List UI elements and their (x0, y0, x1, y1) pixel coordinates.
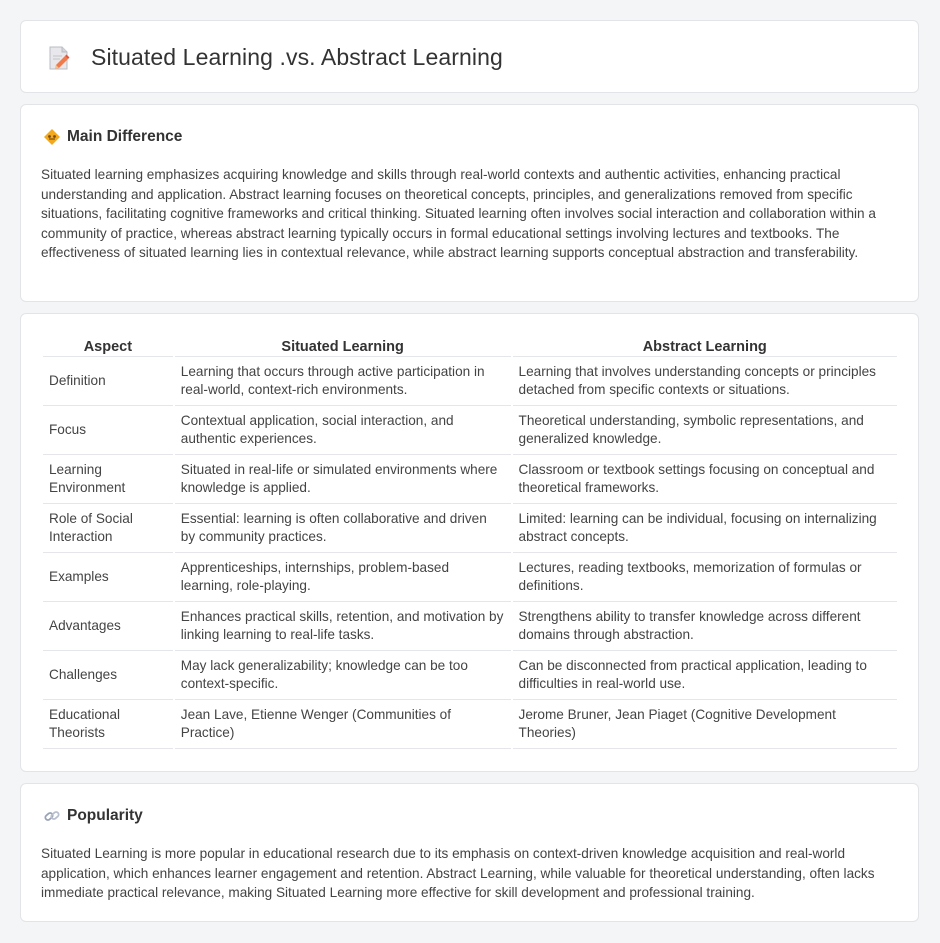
aspect-cell: Definition (43, 357, 173, 406)
diamond-sign-icon (43, 128, 61, 146)
main-difference-header (43, 128, 182, 146)
main-difference-card (20, 104, 919, 302)
situated-cell: Enhances practical skills, retention, and motivation by linking learning to real-life tasks. (175, 602, 511, 651)
situated-cell: May lack generalizability; knowledge can be too context-specific. (175, 651, 511, 700)
main-difference-text: Situated learning emphasizes acquiring knowledge and skills through real-world contexts and authentic activities, enhancing practical understanding and application. Abstract learning focuses on theoretical concepts, principles, and generalizations removed from specific situations, facilitating cognitive frameworks and critical thinking. Situated learning often involves social interaction and collaboration within a community of practice, whereas abstract learning typically occurs in formal educational settings involving lectures and textbooks. The effectiveness of situated learning lies in contextual relevance, while abstract learning supports conceptual abstraction and transferability. (41, 167, 876, 260)
situated-cell: Jean Lave, Etienne Wenger (Communities of Practice) (175, 700, 511, 749)
comparison-table (41, 335, 899, 749)
comparison-card (20, 313, 919, 772)
situated-cell: Contextual application, social interaction, and authentic experiences. (175, 406, 511, 455)
table-row (43, 700, 897, 749)
situated-cell: Essential: learning is often collaborative and driven by community practices. (175, 504, 511, 553)
abstract-cell: Limited: learning can be individual, focusing on internalizing abstract concepts. (513, 504, 897, 553)
aspect-cell: Examples (43, 553, 173, 602)
popularity-card (20, 783, 919, 922)
main-difference-heading: Main Difference (67, 128, 183, 145)
abstract-cell: Jerome Bruner, Jean Piaget (Cognitive Development Theories) (513, 700, 897, 749)
aspect-cell: Educational Theorists (43, 700, 173, 749)
table-row (43, 357, 897, 406)
table-row (43, 406, 897, 455)
header-abstract: Abstract Learning (513, 335, 897, 357)
abstract-cell: Lectures, reading textbooks, memorization of formulas or definitions. (513, 553, 897, 602)
table-row (43, 651, 897, 700)
aspect-cell: Focus (43, 406, 173, 455)
header-aspect: Aspect (43, 335, 173, 357)
aspect-cell: Role of Social Interaction (43, 504, 173, 553)
situated-cell: Learning that occurs through active participation in real-world, context-rich environments. (175, 357, 511, 406)
table-row (43, 504, 897, 553)
table-row (43, 553, 897, 602)
table-row (43, 455, 897, 504)
popularity-header (43, 807, 143, 825)
table-header-row (43, 335, 897, 357)
link-icon (43, 807, 61, 825)
document-pencil-icon (47, 45, 71, 71)
abstract-cell: Learning that involves understanding concepts or principles detached from specific contexts or situations. (513, 357, 897, 406)
abstract-cell: Classroom or textbook settings focusing on conceptual and theoretical frameworks. (513, 455, 897, 504)
page-title: Situated Learning .vs. Abstract Learning (91, 44, 503, 70)
popularity-heading: Popularity (67, 807, 143, 824)
table-row (43, 602, 897, 651)
aspect-cell: Advantages (43, 602, 173, 651)
situated-cell: Apprenticeships, internships, problem-based learning, role-playing. (175, 553, 511, 602)
abstract-cell: Can be disconnected from practical application, leading to difficulties in real-world use. (513, 651, 897, 700)
header-card (20, 20, 919, 93)
aspect-cell: Learning Environment (43, 455, 173, 504)
header-situated: Situated Learning (175, 335, 511, 357)
situated-cell: Situated in real-life or simulated environments where knowledge is applied. (175, 455, 511, 504)
abstract-cell: Strengthens ability to transfer knowledge across different domains through abstraction. (513, 602, 897, 651)
aspect-cell: Challenges (43, 651, 173, 700)
abstract-cell: Theoretical understanding, symbolic representations, and generalized knowledge. (513, 406, 897, 455)
popularity-text: Situated Learning is more popular in educational research due to its emphasis on context-driven knowledge acquisition and real-world application, which enhances learner engagement and retention. Abstract Learning, while valuable for theoretical understanding, often lacks immediate practical relevance, making Situated Learning more effective for skill development and professional training. (41, 846, 875, 900)
